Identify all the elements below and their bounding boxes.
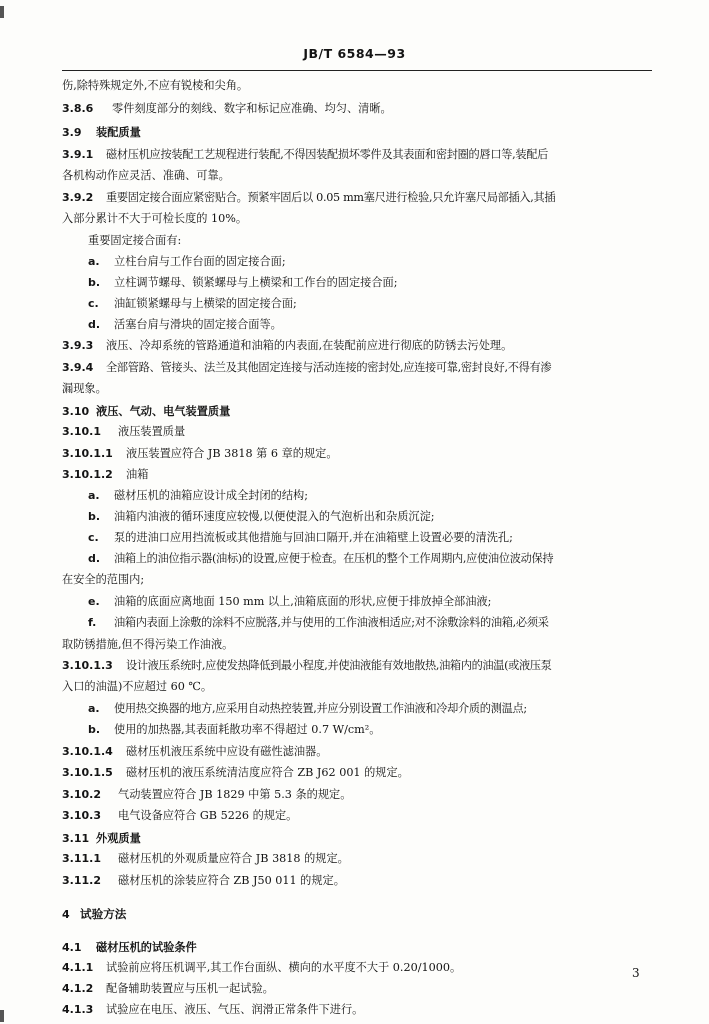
clause-line: 3.8.6 零件刻度部分的刻线、数字和标记应准确、均匀、清晰。: [62, 102, 392, 115]
clause-line: 3.10.3 电气设备应符合 GB 5226 的规定。: [62, 809, 298, 822]
clause-line: 3.11.1 磁材压机的外观质量应符合 JB 3818 的规定。: [62, 852, 349, 865]
text-line: 取防锈措施,但不得污染工作油液。: [62, 638, 234, 651]
list-item: b. 使用的加热器,其表面耗散功率不得超过 0.7 W/cm²。: [88, 723, 381, 736]
clause-line: 3.10.1 液压装置质量: [62, 425, 186, 438]
clause-line: 3.10.1.4 磁材压机液压系统中应设有磁性滤油器。: [62, 745, 328, 758]
scan-edge-mark: [0, 1010, 4, 1022]
clause-line: 3.11.2 磁材压机的涂装应符合 ZB J50 011 的规定。: [62, 874, 345, 887]
section-heading: 3.10 液压、气动、电气装置质量: [62, 404, 231, 418]
list-item: a. 使用热交换器的地方,应采用自动热控装置,并应分别设置工作油液和冷却介质的测温点;: [88, 702, 527, 715]
section-heading: 3.11 外观质量: [62, 831, 141, 845]
list-item: d. 油箱上的油位指示器(油标)的设置,应便于检查。在压机的整个工作周期内,应使油位波动保持: [88, 552, 554, 565]
clause-line: 3.9.1 磁材压机应按装配工艺规程进行装配,不得因装配损坏零件及其表面和密封圈的唇口等,装配后: [62, 148, 549, 161]
text-line: 重要固定接合面有:: [88, 234, 182, 247]
clause-line: 3.10.2 气动装置应符合 JB 1829 中第 5.3 条的规定。: [62, 788, 352, 801]
list-item: b. 立柱调节螺母、锁紧螺母与上横梁和工作台的固定接合面;: [88, 276, 398, 289]
list-item: f. 油箱内表面上涂敷的涂料不应脱落,并与使用的工作油液相适应;对不涂敷涂料的油箱,必须采: [88, 616, 549, 629]
page-number: 3: [632, 966, 640, 980]
clause-line: 3.10.1.3 设计液压系统时,应使发热降低到最小程度,并使油液能有效地散热,油箱内的油温(或液压泵: [62, 659, 552, 672]
list-item: c. 油缸锁紧螺母与上横梁的固定接合面;: [88, 297, 297, 310]
clause-line: 4.1.1 试验前应将压机调平,其工作台面纵、横向的水平度不大于 0.20/1000。: [62, 961, 462, 974]
document-code-header: JB/T 6584—93: [303, 46, 406, 61]
list-item: b. 油箱内油液的循环速度应较慢,以便使混入的气泡析出和杂质沉淀;: [88, 510, 435, 523]
list-item: c. 泵的进油口应用挡流板或其他措施与回油口隔开,并在油箱壁上设置必要的清洗孔;: [88, 531, 513, 544]
section-heading: 4.1 磁材压机的试验条件: [62, 940, 197, 954]
text-line: 漏现象。: [62, 382, 107, 395]
list-item: a. 立柱台肩与工作台面的固定接合面;: [88, 255, 286, 268]
list-item: d. 活塞台肩与滑块的固定接合面等。: [88, 318, 282, 331]
clause-line: 3.9.3 液压、冷却系统的管路通道和油箱的内表面,在装配前应进行彻底的防锈去污处理。: [62, 339, 513, 352]
text-line: 在安全的范围内;: [62, 573, 145, 586]
text-line: 伤,除特殊规定外,不应有锐棱和尖角。: [62, 79, 249, 92]
clause-line: 4.1.2 配备辅助装置应与压机一起试验。: [62, 982, 274, 995]
text-line: 入口的油温)不应超过 60 ℃。: [62, 680, 213, 693]
text-line: 各机构动作应灵活、准确、可靠。: [62, 169, 230, 182]
scan-edge-mark: [0, 6, 4, 18]
header-rule: [62, 70, 652, 71]
list-item: a. 磁材压机的油箱应设计成全封闭的结构;: [88, 489, 308, 502]
clause-line: 3.10.1.1 液压装置应符合 JB 3818 第 6 章的规定。: [62, 447, 338, 460]
list-item: e. 油箱的底面应离地面 150 mm 以上,油箱底面的形状,应便于排放掉全部油液;: [88, 595, 492, 608]
chapter-heading: 4 试验方法: [62, 907, 127, 921]
clause-line: 4.1.3 试验应在电压、液压、气压、润滑正常条件下进行。: [62, 1003, 364, 1016]
clause-line: 3.10.1.5 磁材压机的液压系统清洁度应符合 ZB J62 001 的规定。: [62, 766, 409, 779]
section-heading: 3.9 装配质量: [62, 125, 141, 139]
clause-line: 3.9.4 全部管路、管接头、法兰及其他固定连接与活动连接的密封处,应连接可靠,密封良好,不得有渗: [62, 361, 552, 374]
text-line: 入部分累计不大于可检长度的 10%。: [62, 212, 248, 225]
clause-line: 3.9.2 重要固定接合面应紧密贴合。预紧牢固后以 0.05 mm塞尺进行检验,只允许塞尺局部插入,其插: [62, 191, 556, 204]
clause-line: 3.10.1.2 油箱: [62, 468, 149, 481]
